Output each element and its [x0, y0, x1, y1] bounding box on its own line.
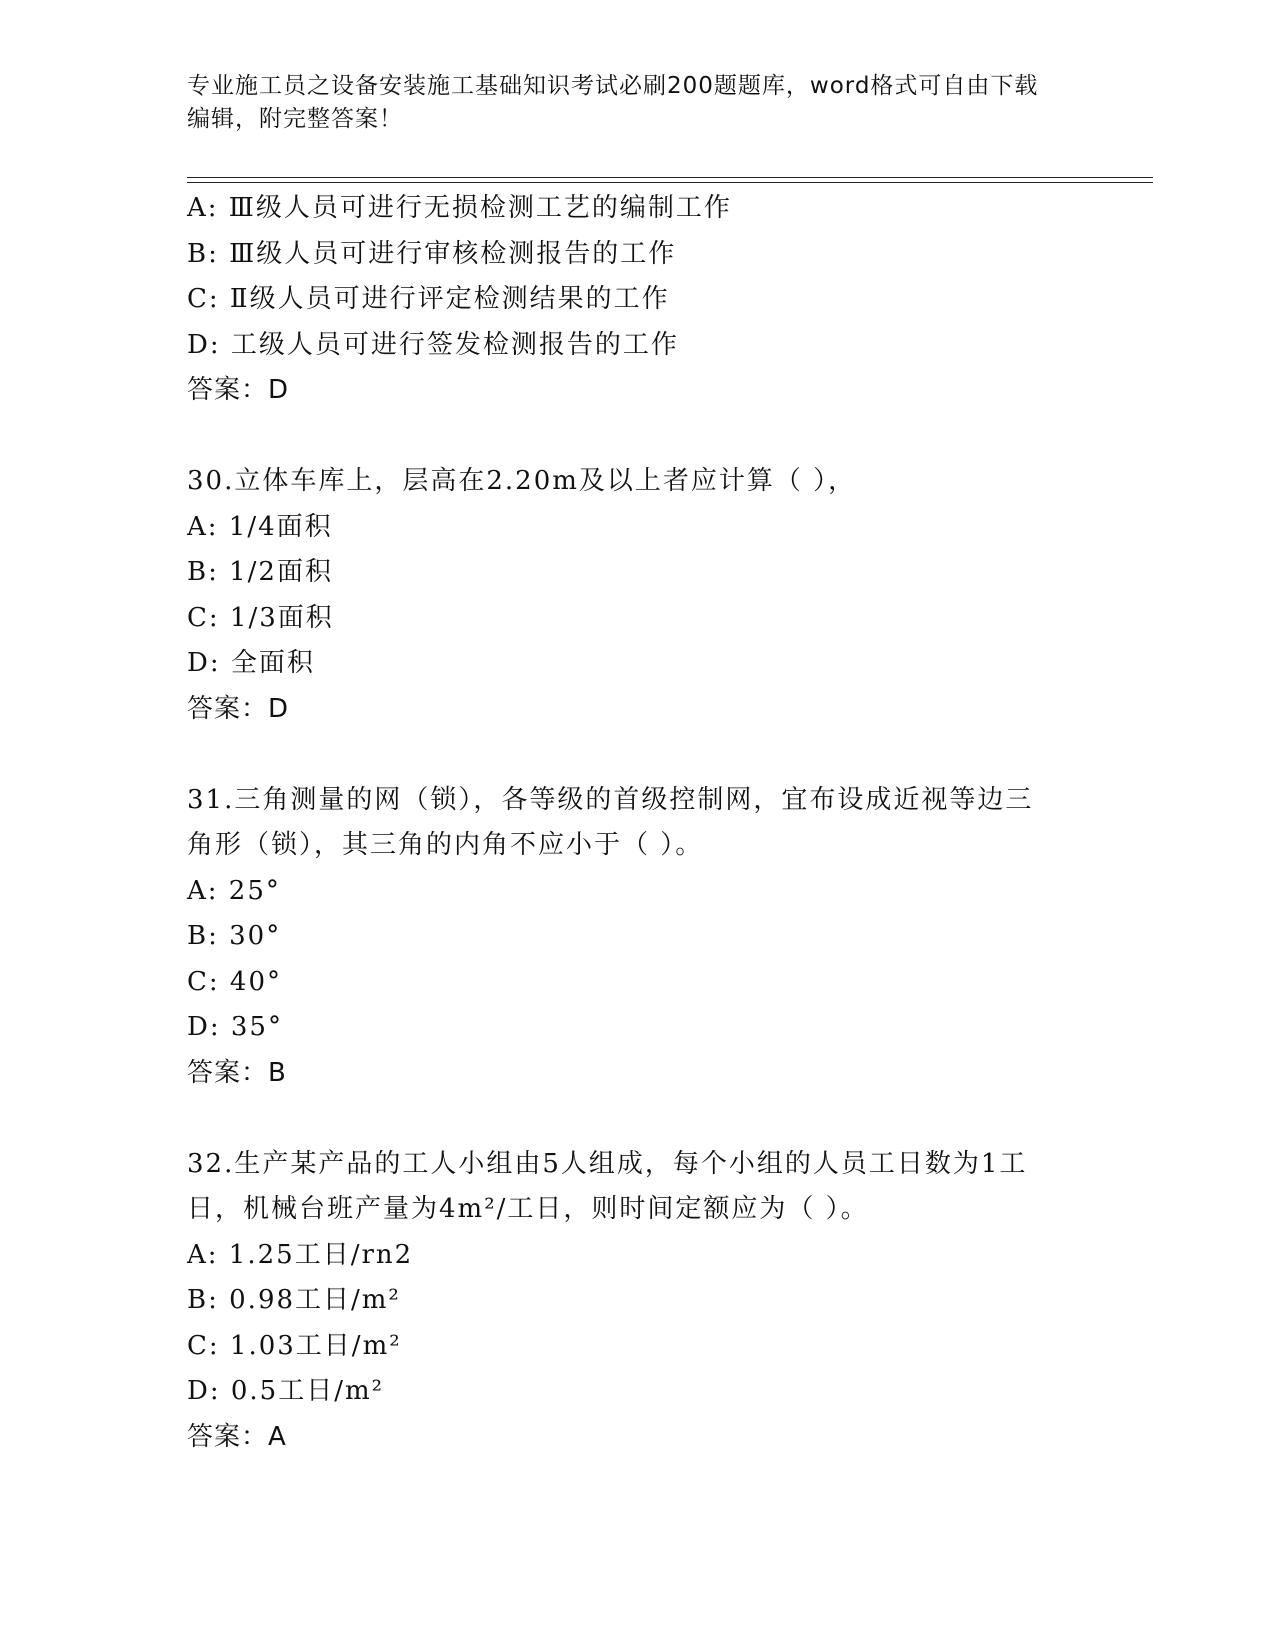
header-divider-bottom [187, 182, 1153, 183]
question-31 [187, 778, 1087, 1097]
header-line-1: 专业施工员之设备安装施工基础知识考试必刷200题题库，word格式可自由下载 [187, 73, 1039, 99]
spacer [187, 414, 1087, 460]
option-d: D: 0.5工日/m² [187, 1376, 385, 1406]
spacer [187, 1096, 1087, 1142]
question-stem: 30.立体车库上，层高在2.20m及以上者应计算（ ）， [187, 466, 857, 496]
question-stem-line-2: 日，机械台班产量为4m²/工日，则时间定额应为（ ）。 [187, 1194, 869, 1224]
option-b: B: 0.98工日/m² [187, 1285, 401, 1315]
answer: 答案：A [187, 1421, 287, 1452]
document-header [187, 70, 1087, 136]
header-divider-top [187, 177, 1153, 178]
option-d: D: 35° [187, 1012, 283, 1042]
question-30 [187, 459, 1087, 732]
question-stem-line-1: 31.三角测量的网（锁），各等级的首级控制网，宜布设成近视等边三 [187, 784, 1034, 815]
question-stem-line-2: 角形（锁），其三角的内角不应小于（ ）。 [187, 830, 704, 860]
question-29 [187, 186, 1087, 414]
option-c: C: 1.03工日/m² [187, 1330, 402, 1361]
option-b: B: 1/2面积 [187, 557, 333, 587]
answer: 答案：D [187, 693, 290, 724]
question-stem-line-1: 32.生产某产品的工人小组由5人组成，每个小组的人员工日数为1工 [187, 1148, 1028, 1179]
option-a: A: Ⅲ级人员可进行无损检测工艺的编制工作 [187, 193, 732, 223]
option-c: C: 1/3面积 [187, 602, 334, 633]
option-c: C: 40° [187, 966, 283, 997]
answer: 答案：D [187, 375, 290, 405]
answer: 答案：B [187, 1057, 287, 1088]
option-a: A: 1.25工日/rn2 [187, 1239, 414, 1270]
header-line-2: 编辑，附完整答案！ [187, 106, 403, 132]
option-c: C: Ⅱ级人员可进行评定检测结果的工作 [187, 284, 670, 314]
spacer [187, 732, 1087, 778]
question-32 [187, 1142, 1087, 1461]
option-d: D: 全面积 [187, 648, 315, 678]
option-b: B: 30° [187, 921, 282, 951]
option-a: A: 1/4面积 [187, 511, 333, 542]
option-a: A: 25° [187, 875, 281, 906]
question-list [187, 186, 1087, 1460]
option-b: B: Ⅲ级人员可进行审核检测报告的工作 [187, 238, 677, 269]
option-d: D: 工级人员可进行签发检测报告的工作 [187, 329, 679, 360]
